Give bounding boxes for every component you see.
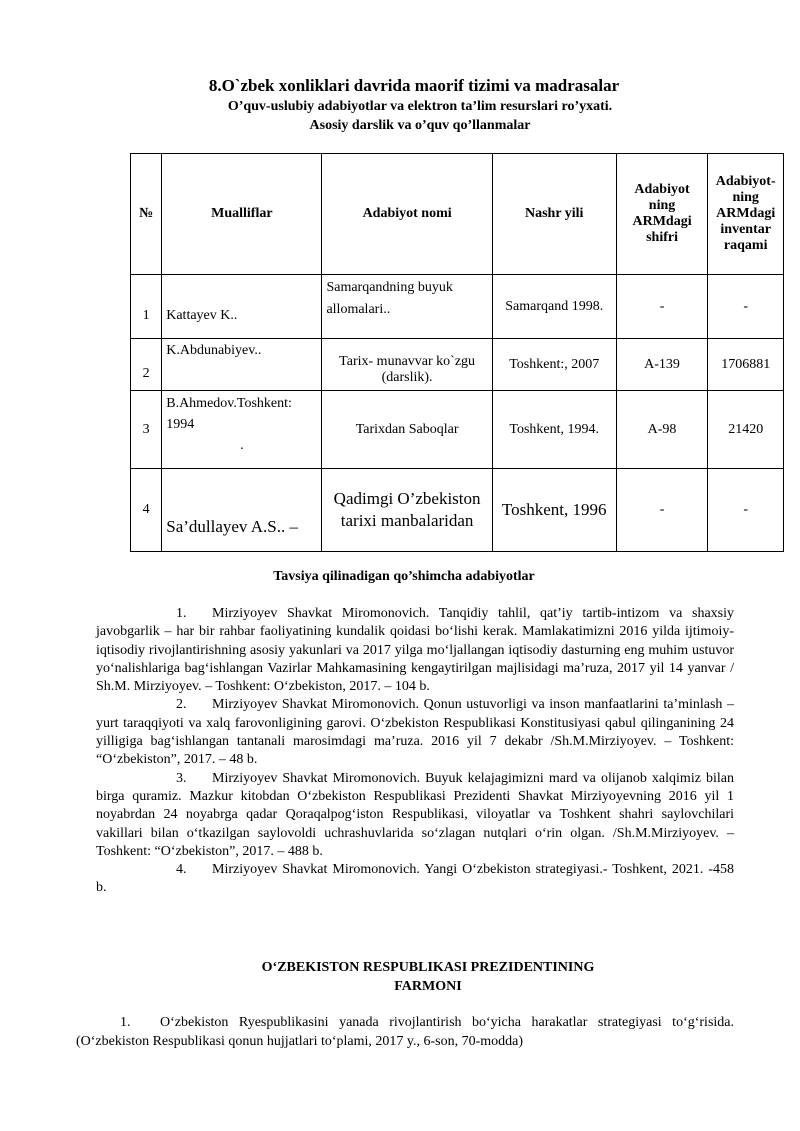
decree-list bbox=[76, 1013, 734, 1051]
table-row bbox=[131, 469, 784, 552]
row-title: Tarix- munavvar ko`zgu (darslik). bbox=[322, 339, 492, 391]
table-header-row bbox=[131, 154, 784, 275]
table-row bbox=[131, 391, 784, 469]
decree-heading-line1: O‘ZBEKISTON RESPUBLIKASI PREZIDENTINING bbox=[261, 960, 595, 975]
row-title: Samarqandning buyuk allomalari.. bbox=[322, 275, 492, 339]
section-heading: Asosiy darslik va o’quv qo’llanmalar bbox=[309, 118, 531, 133]
row-author: K.Abdunabiyev.. bbox=[162, 339, 322, 391]
row-number: 3 bbox=[131, 391, 162, 469]
column-header-authors: Mualliflar bbox=[162, 154, 322, 275]
row-inventory: 21420 bbox=[708, 391, 784, 469]
row-author-mark: . bbox=[240, 438, 244, 453]
column-header-year: Nashr yili bbox=[492, 154, 616, 275]
list-item-text: Mirziyoyev Shavkat Miromonovich. Buyuk kelajagimizni mard va olijanob xalqimiz bilan birga quramiz. Mazkur kitobdan O‘zbekiston Respublikasi Prezidenti Shavkat Mirziyoyevning 2016 yil 1 noyabrdan 24 noyabrga qadar Qoraqalpog‘iston Respublikasi, viloyatlar va Toshkent shahri saylovchilari vakillari bilan o‘tkazilgan saylovoldi uchrashuvlarida so‘zlagan nutqlari o‘rin olgan. /Sh.M.Mirziyoyev. – Toshkent: “O‘zbekiston”, 2017. – 488 b. bbox=[96, 770, 734, 859]
list-item-number: 2. bbox=[176, 697, 187, 713]
decree-heading-line2: FARMONI bbox=[394, 979, 462, 994]
row-inventory: 1706881 bbox=[708, 339, 784, 391]
list-item-number: 3. bbox=[176, 770, 187, 786]
list-item-number: 1. bbox=[120, 1015, 131, 1030]
row-shifr: A-98 bbox=[616, 391, 708, 469]
column-header-number: № bbox=[131, 154, 162, 275]
row-year: Toshkent:, 2007 bbox=[492, 339, 616, 391]
column-header-title: Adabiyot nomi bbox=[322, 154, 492, 275]
row-shifr: - bbox=[616, 469, 708, 552]
row-number: 4 bbox=[131, 469, 162, 552]
row-year: Samarqand 1998. bbox=[492, 275, 616, 339]
list-item-text: Mirziyoyev Shavkat Miromonovich. Tanqidiy tahlil, qat’iy tartib-intizom va shaxsiy javobgarlik – har bir rahbar faoliyatining kundalik qoidasi bo‘lishi kerak. Mamlakatimizni 2016 yilda ijtimoiy-iqtisodiy rivojlantirishning asosiy yakunlari va 2017 yilga mo‘ljallangan iqtisodiy dasturning eng muhim ustuvor yo‘nalishlariga bag‘ishlangan Vazirlar Mahkamasining kengaytirilgan majlisidagi ma’ruza, 2017 yil 14 yanvar / Sh.M. Mirziyoyev. – Toshkent: O‘zbekiston, 2017. – 104 b. bbox=[96, 606, 734, 695]
list-item-text: Mirziyoyev Shavkat Miromonovich. Qonun ustuvorligi va inson manfaatlarini ta’minlash – yurt taraqqiyoti va xalq farovonligining garovi. O‘zbekiston Respublikasi Konstitusiyasi qabul qilinganining 24 yilligiga bag‘ishlangan tantanali marosimdagi ma’ruza. 2016 yil 7 dekabr /Sh.M.Mirziyoyev. – Toshkent: “O‘zbekiston”, 2017. – 48 b. bbox=[96, 697, 734, 768]
list-item bbox=[96, 861, 734, 898]
column-header-shifr: Adabiyot ning ARMdagi shifri bbox=[616, 154, 708, 275]
list-item bbox=[96, 696, 734, 769]
list-item-number: 1. bbox=[176, 606, 187, 621]
column-header-inventory: Adabiyot- ning ARMdagi inventar raqami bbox=[708, 154, 784, 275]
decree-heading bbox=[0, 958, 800, 996]
page-title: 8.O`zbek xonliklari davrida maorif tizimi va madrasalar bbox=[208, 76, 620, 95]
list-item-text: O‘zbekiston Ryespublikasini yanada rivojlantirish bo‘yicha harakatlar strategiyasi to‘g‘risida. (O‘zbekiston Respublikasi qonun hujjatlari to‘plami, 2017 y., 6-son, 70-modda) bbox=[76, 1015, 734, 1049]
row-shifr: - bbox=[616, 275, 708, 339]
row-author bbox=[162, 391, 322, 469]
table-row bbox=[131, 339, 784, 391]
list-item-number: 4. bbox=[176, 862, 187, 878]
row-inventory: - bbox=[708, 469, 784, 552]
list-item-text: Mirziyoyev Shavkat Miromonovich. Yangi O‘zbekiston strategiyasi.- Toshkent, 2021. -458 b. bbox=[96, 862, 734, 896]
list-item bbox=[96, 770, 734, 861]
table-row bbox=[131, 275, 784, 339]
additional-literature-heading: Tavsiya qilinadigan qo’shimcha adabiyotlar bbox=[273, 569, 535, 584]
row-title: Tarixdan Saboqlar bbox=[322, 391, 492, 469]
row-author: Sa’dullayev A.S.. – bbox=[162, 469, 322, 552]
row-inventory: - bbox=[708, 275, 784, 339]
row-author-text: B.Ahmedov.Toshkent: 1994 bbox=[166, 396, 292, 432]
row-author: Kattayev K.. bbox=[162, 275, 322, 339]
row-shifr: A-139 bbox=[616, 339, 708, 391]
literature-table bbox=[130, 153, 784, 552]
additional-literature-list bbox=[96, 605, 734, 898]
row-year: Toshkent, 1994. bbox=[492, 391, 616, 469]
page-subtitle: O’quv-uslubiy adabiyotlar va elektron ta’lim resurslari ro’yxati. bbox=[227, 99, 613, 114]
row-year: Toshkent, 1996 bbox=[492, 469, 616, 552]
row-number: 2 bbox=[131, 339, 162, 391]
row-number: 1 bbox=[131, 275, 162, 339]
row-title: Qadimgi O’zbekiston tarixi manbalaridan bbox=[322, 469, 492, 552]
list-item bbox=[96, 605, 734, 696]
list-item bbox=[76, 1013, 734, 1051]
